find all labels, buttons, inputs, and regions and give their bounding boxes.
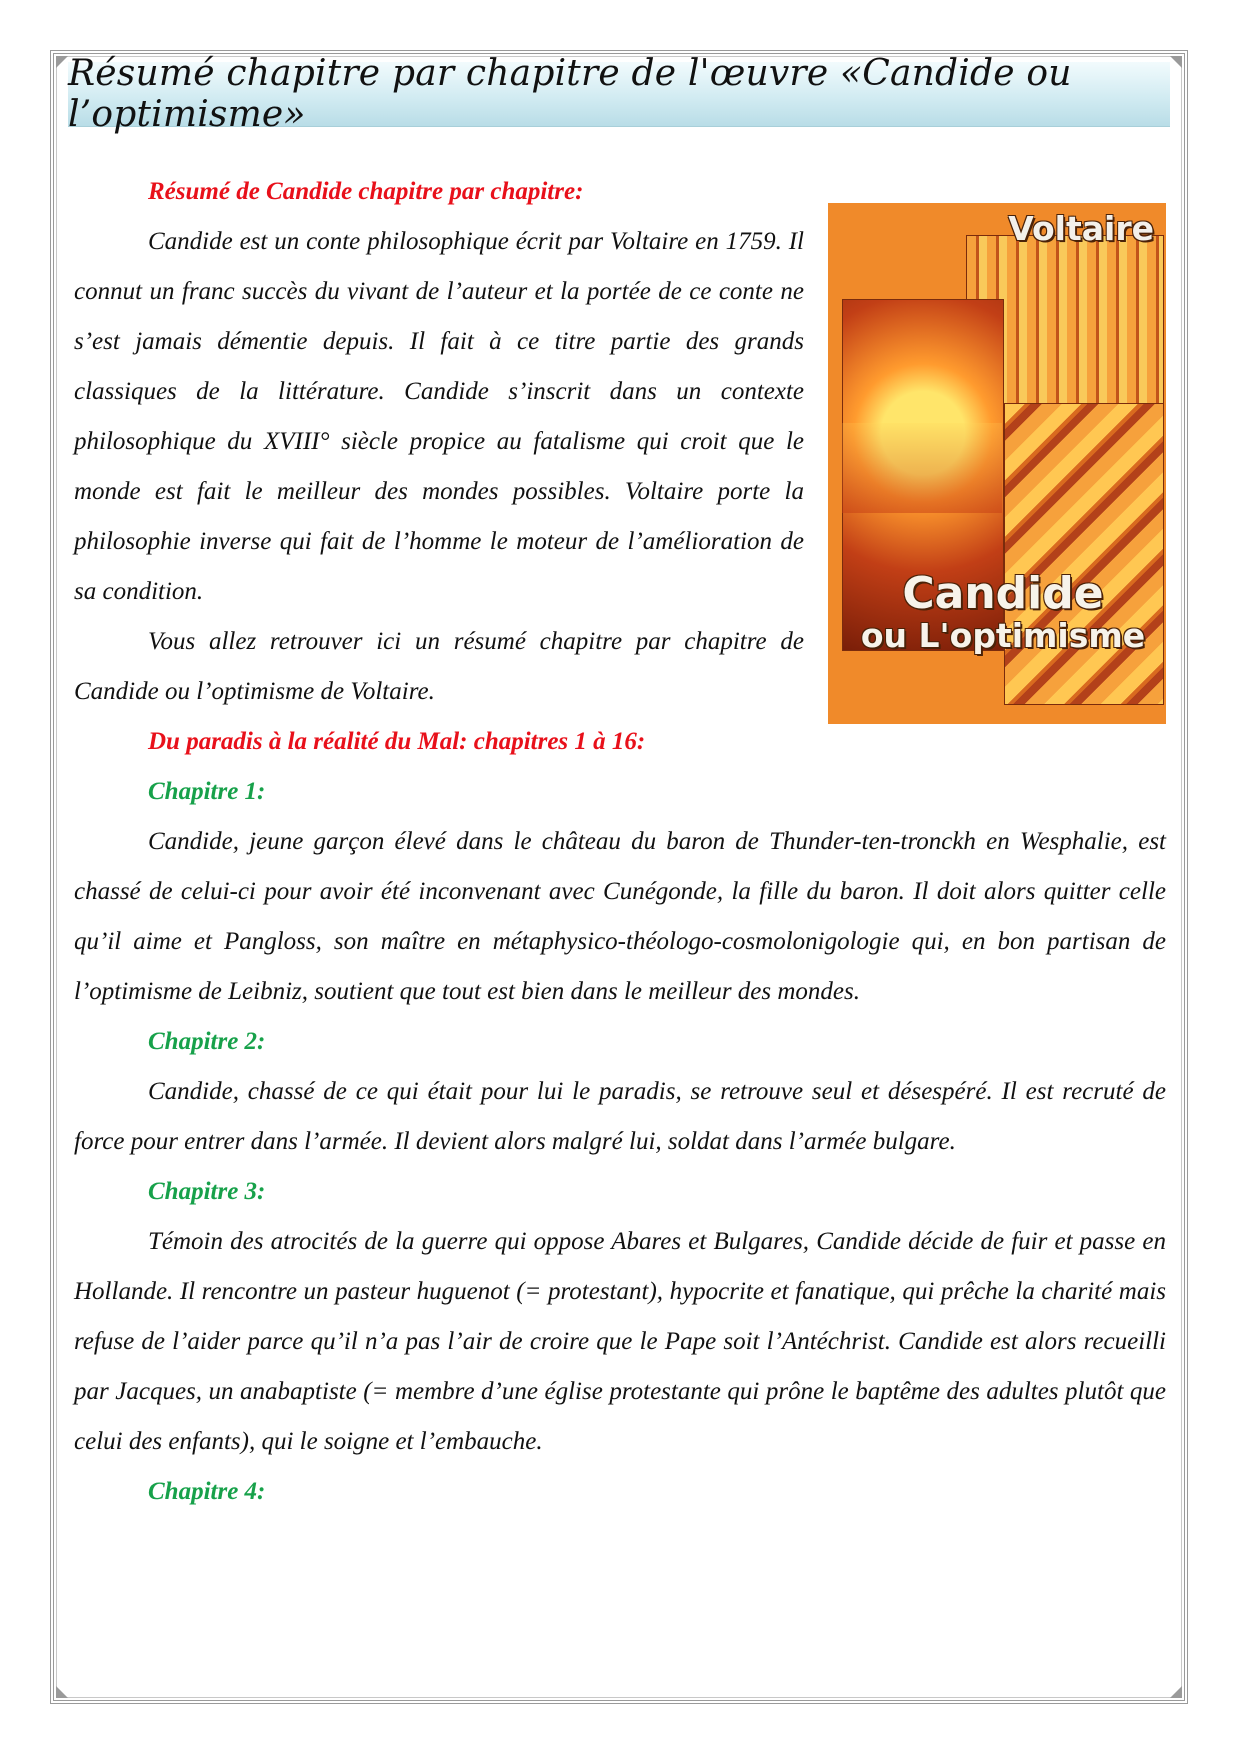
- chapter-text: Témoin des atrocités de la guerre qui oppose Abares et Bulgares, Candide décide de fuir et passe en Hollande. Il rencontre un pasteur huguenot (= protestant), hypocrite et fanatique, qui prêche la charité mais refuse de l’aider parce qu’il n’a pas l’air de croire que le Pape soit l’Antéchrist. Candide est alors recueilli par Jacques, un anabaptiste (= membre d’une église protestante qui prône le baptême des adultes plutôt que celui des enfants), qui le soigne et l’embauche.: [74, 1228, 1166, 1455]
- title-banner: [68, 53, 1170, 135]
- cover-title-line1: Candide: [902, 568, 1104, 619]
- cover-title-line2: ou L'optimisme: [860, 616, 1146, 655]
- chapter-text: Candide, jeune garçon élevé dans le château du baron de Thunder-ten-tronckh en Wesphalie, est chassé de celui-ci pour avoir été inconvenant avec Cunégonde, la fille du baron. Il doit alors quitter celle qu’il aime et Pangloss, son maître en métaphysico-théologo-cosmolonigologie qui, en bon partisan de l’optimisme de Leibniz, soutient que tout est bien dans le meilleur des mondes.: [74, 828, 1166, 1005]
- chapter-heading: Chapitre 1:: [148, 778, 266, 805]
- chapter-heading: Chapitre 4:: [148, 1478, 266, 1505]
- corner-ornament: [1170, 1686, 1182, 1698]
- intro-paragraph: Vous allez retrouver ici un résumé chapitre par chapitre de Candide ou l’optimisme de Voltaire.: [74, 628, 804, 705]
- corner-ornament: [56, 1686, 68, 1698]
- corner-ornament: [56, 56, 68, 68]
- cover-engraving-right: [1004, 403, 1164, 705]
- chapter-heading: Chapitre 3:: [148, 1178, 266, 1205]
- page-title: Résumé chapitre par chapitre de l'œuvre «Candide ou l’optimisme»: [68, 53, 1072, 135]
- document-body: [74, 167, 1166, 1517]
- book-cover-image: [828, 203, 1166, 724]
- intro-heading: Résumé de Candide chapitre par chapitre:: [148, 178, 584, 205]
- chapter-heading: Chapitre 2:: [148, 1028, 266, 1055]
- section-heading: Du paradis à la réalité du Mal: chapitres 1 à 16:: [148, 728, 646, 755]
- corner-ornament: [1170, 56, 1182, 68]
- cover-author: Voltaire: [1008, 209, 1154, 248]
- intro-paragraph: Candide est un conte philosophique écrit par Voltaire en 1759. Il connut un franc succès du vivant de l’auteur et la portée de ce conte ne s’est jamais démentie depuis. Il fait à ce titre partie des grands classiques de la littérature. Candide s’inscrit dans un contexte philosophique du XVIII° siècle propice au fatalisme qui croit que le monde est fait le meilleur des mondes possibles. Voltaire porte la philosophie inverse qui fait de l’homme le moteur de l’amélioration de sa condition.: [74, 228, 804, 605]
- chapter-text: Candide, chassé de ce qui était pour lui le paradis, se retrouve seul et désespéré. Il est recruté de force pour entrer dans l’armée. Il devient alors malgré lui, soldat dans l’armée bulgare.: [74, 1078, 1166, 1155]
- cover-title: [848, 568, 1158, 655]
- cover-engraving-overlay: [842, 423, 1002, 513]
